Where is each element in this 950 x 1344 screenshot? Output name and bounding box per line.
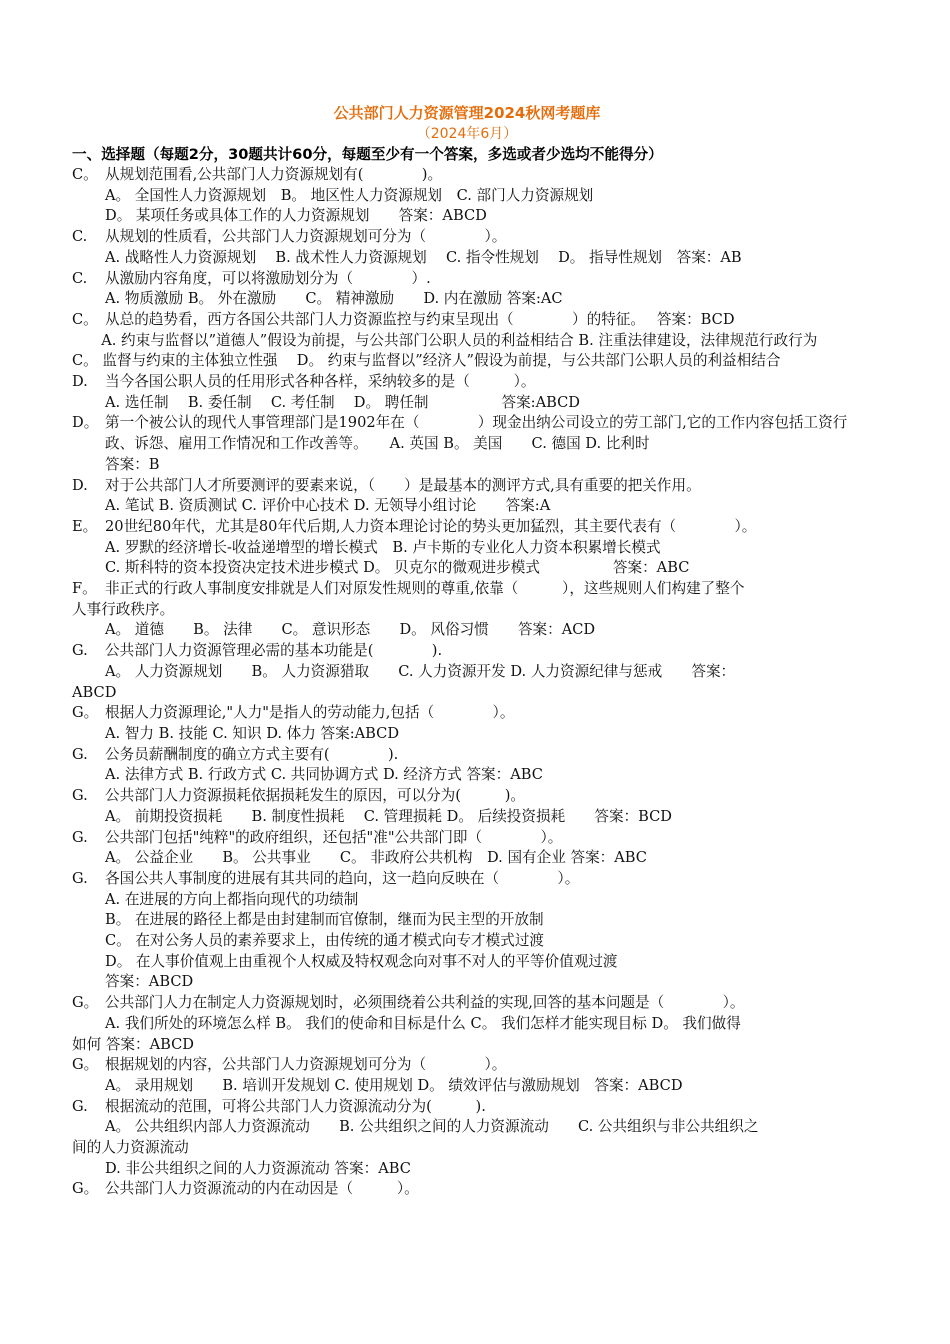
question-text — [105, 372, 862, 413]
question-continuation: ABCD — [72, 683, 117, 701]
question-item — [72, 828, 862, 869]
question-marker: D。 — [72, 414, 99, 432]
question-marker: G。 — [72, 1056, 99, 1074]
question-stem: A。 道德 B。 法律 C。 意识形态 D。 风俗习惯 答案：ACD — [105, 621, 596, 639]
question-item — [72, 1179, 862, 1200]
question-options: A. 在进展的方向上都指向现代的功绩制 — [105, 890, 359, 908]
question-options: A. 笔试 B. 资质测试 C. 评价中心技术 D. 无领导小组讨论 答案:A — [105, 497, 551, 515]
question-options: A. 罗默的经济增长-收益递增型的增长模式 B. 卢卡斯的专业化人力资本积累增长模式 — [105, 538, 661, 556]
question-item — [72, 165, 862, 227]
question-options: D。 在人事价值观上由重视个人权威及特权观念向对事不对人的平等价值观过渡 — [105, 952, 618, 970]
question-item — [72, 703, 862, 744]
question-options: A。 公益企业 B。 公共事业 C。 非政府公共机构 D. 国有企业 答案：ABC — [105, 849, 647, 867]
question-continuation: 如何 答案：ABCD — [72, 1035, 195, 1053]
question-options: B。 在进展的路径上都是由封建制而官僚制，继而为民主型的开放制 — [105, 911, 544, 929]
question-text — [105, 786, 862, 827]
question-item — [72, 993, 862, 1034]
question-options: 答案：B — [105, 455, 160, 473]
document-page — [72, 96, 862, 1200]
question-stem: D. 非公共组织之间的人力资源流动 答案：ABC — [105, 1159, 411, 1177]
question-stem: 从规划的性质看，公共部门人力资源规划可分为（ ）。 — [105, 228, 507, 246]
question-item — [72, 517, 862, 579]
question-item — [72, 476, 862, 517]
question-stem: 从总的趋势看，西方各国公共部门人力资源监控与约束呈现出（ ）的特征。 答案：BCD — [105, 310, 735, 328]
section-heading: 一、选择题（每题2分，30题共计60分，每题至少有一个答案，多选或者少选均不能得分） — [72, 146, 663, 163]
question-text — [105, 620, 862, 641]
question-text — [105, 828, 862, 869]
question-text — [105, 1159, 862, 1180]
question-stem: 对于公共部门人才所要测评的要素来说，（ ）是最基本的测评方式,具有重要的把关作用。 — [105, 476, 701, 494]
question-marker: G. — [72, 1097, 88, 1115]
question-item — [72, 310, 862, 331]
question-options: A。 录用规划 B. 培训开发规划 C. 使用规划 D。 绩效评估与激励规划 答案：ABCD — [105, 1076, 683, 1094]
question-text — [105, 517, 862, 579]
question-stem: 公共部门人力在制定人力资源规划时，必须围绕着公共利益的实现,回答的基本问题是（ ）。 — [105, 994, 745, 1012]
question-text — [105, 413, 862, 475]
question-list — [72, 165, 862, 1200]
question-item — [72, 1097, 862, 1138]
question-options: A。 人力资源规划 B。 人力资源猎取 C. 人力资源开发 D. 人力资源纪律与惩戒 答案： — [105, 662, 736, 680]
question-item — [72, 1159, 862, 1180]
question-marker: C. — [72, 269, 88, 287]
question-item — [72, 786, 862, 827]
question-text — [105, 165, 862, 227]
question-marker: F。 — [72, 580, 97, 598]
question-item — [72, 620, 862, 641]
question-marker: G。 — [72, 1180, 99, 1198]
question-stem: 根据规划的内容，公共部门人力资源规划可分为（ ）。 — [105, 1056, 507, 1074]
question-text — [105, 310, 862, 331]
question-item — [72, 1055, 862, 1096]
question-text — [105, 641, 862, 682]
question-text — [105, 703, 862, 744]
question-text — [105, 993, 862, 1034]
question-continuation: 人事行政秩序。 — [72, 600, 175, 618]
question-options: A. 法律方式 B. 行政方式 C. 共同协调方式 D. 经济方式 答案：ABC — [105, 766, 543, 784]
question-item — [72, 641, 862, 682]
question-stem: 公共部门包括"纯粹"的政府组织，还包括"准"公共部门即（ ）。 — [105, 828, 563, 846]
question-stem: 根据人力资源理论,"人力"是指人的劳动能力,包括（ ）。 — [105, 704, 515, 722]
question-options: C。 在对公务人员的素养要求上，由传统的通才模式向专才模式过渡 — [105, 932, 545, 950]
question-marker: E。 — [72, 517, 98, 535]
question-options: D。 某项任务或具体工作的人力资源规划 答案：ABCD — [105, 207, 487, 225]
question-stem: 根据流动的范围，可将公共部门人力资源流动分为( ). — [105, 1097, 486, 1115]
question-text — [105, 1055, 862, 1096]
question-marker: D. — [72, 373, 88, 391]
question-text — [105, 476, 862, 517]
question-marker: G。 — [72, 704, 99, 722]
question-options: C. 斯科特的资本投资决定技术进步模式 D。 贝克尔的微观进步模式 答案：ABC — [105, 559, 690, 577]
question-text — [105, 579, 862, 600]
question-marker: G。 — [72, 994, 99, 1012]
question-text — [105, 745, 862, 786]
question-stem: 公共部门人力资源损耗依据损耗发生的原因，可以分为( )。 — [105, 787, 526, 805]
question-text — [105, 227, 862, 268]
question-options: A。 公共组织内部人力资源流动 B. 公共组织之间的人力资源流动 C. 公共组织与非公共组织之 — [105, 1118, 759, 1136]
question-item — [72, 579, 862, 600]
question-marker: G. — [72, 745, 88, 763]
question-options: A. 战略性人力资源规划 B. 战术性人力资源规划 C. 指令性规划 D。 指导性规划 答案：AB — [105, 248, 742, 266]
question-item — [72, 269, 862, 310]
question-options: 答案：ABCD — [105, 973, 194, 991]
document-date: （2024年6月） — [416, 126, 518, 142]
document-title: 公共部门人力资源管理2024秋网考题库 — [333, 104, 601, 122]
question-item — [72, 869, 862, 993]
question-text — [105, 869, 862, 993]
question-marker: G. — [72, 869, 88, 887]
question-stem: 从激励内容角度，可以将激励划分为（ ）. — [105, 269, 431, 287]
question-stem: 当今各国公职人员的任用形式各种各样，采纳较多的是（ ）。 — [105, 373, 536, 391]
question-stem: 非正式的行政人事制度安排就是人们对原发性规则的尊重,依靠（ ），这些规则人们构建了整个 — [105, 580, 745, 598]
question-item — [72, 372, 862, 413]
question-item — [72, 227, 862, 268]
question-stem: 公务员薪酬制度的确立方式主要有( ). — [105, 745, 399, 763]
question-item — [72, 413, 862, 475]
question-text — [105, 1097, 862, 1138]
question-options: A. 选任制 B. 委任制 C. 考任制 D。 聘任制 答案:ABCD — [105, 393, 580, 411]
question-stem: 公共部门人力资源流动的内在动因是（ ）。 — [105, 1180, 419, 1198]
question-stem: 20世纪80年代，尤其是80年代后期,人力资本理论讨论的势头更加猛烈，其主要代表有（ ）。 — [105, 517, 757, 535]
question-marker: C。 — [72, 310, 98, 328]
question-marker: C。 — [72, 166, 98, 183]
question-stem: 公共部门人力资源管理必需的基本功能是( ). — [105, 642, 443, 660]
question-stem: 各国公共人事制度的进展有其共同的趋向，这一趋向反映在（ ）。 — [105, 869, 580, 887]
question-item — [72, 745, 862, 786]
question-text — [105, 269, 862, 310]
question-stem: 第一个被公认的现代人事管理部门是1902年在（ ）现金出纳公司设立的劳工部门,它的工作内容包括工资行政、诉怨、雇用工作情况和工作改善等。 A. 英国 B。 美国 C. 德国 D. 比利时 — [105, 414, 848, 453]
question-options: A。 前期投资损耗 B. 制度性损耗 C. 管理损耗 D。 后续投资损耗 答案：BCD — [105, 807, 672, 825]
question-marker: D. — [72, 476, 88, 494]
question-options: A. 智力 B. 技能 C. 知识 D. 体力 答案:ABCD — [105, 724, 400, 742]
question-marker: C. — [72, 228, 88, 246]
question-text — [105, 1179, 862, 1200]
question-options: A。 全国性人力资源规划 B。 地区性人力资源规划 C. 部门人力资源规划 — [105, 186, 594, 204]
question-options: A. 物质激励 B。 外在激励 C。 精神激励 D. 内在激励 答案:AC — [105, 290, 563, 308]
question-marker: G. — [72, 828, 88, 846]
question-stem: 从规划范围看,公共部门人力资源规划有( )。 — [105, 166, 443, 183]
question-marker: G. — [72, 642, 88, 660]
question-continuation: 间的人力资源流动 — [72, 1139, 189, 1157]
question-marker: G. — [72, 787, 88, 805]
question-options: A. 我们所处的环境怎么样 B。 我们的使命和目标是什么 C。 我们怎样才能实现目标 D。 我们做得 — [105, 1014, 741, 1032]
question-continuation: A. 约束与监督以”道德人”假设为前提，与公共部门公职人员的利益相结合 B. 注重法律建设，法律规范行政行为 C。 监督与约束的主体独立性强 D。 约束与监督以”经济人”假设为前提，与公共部门公职人员的利益相结合 — [72, 331, 852, 370]
